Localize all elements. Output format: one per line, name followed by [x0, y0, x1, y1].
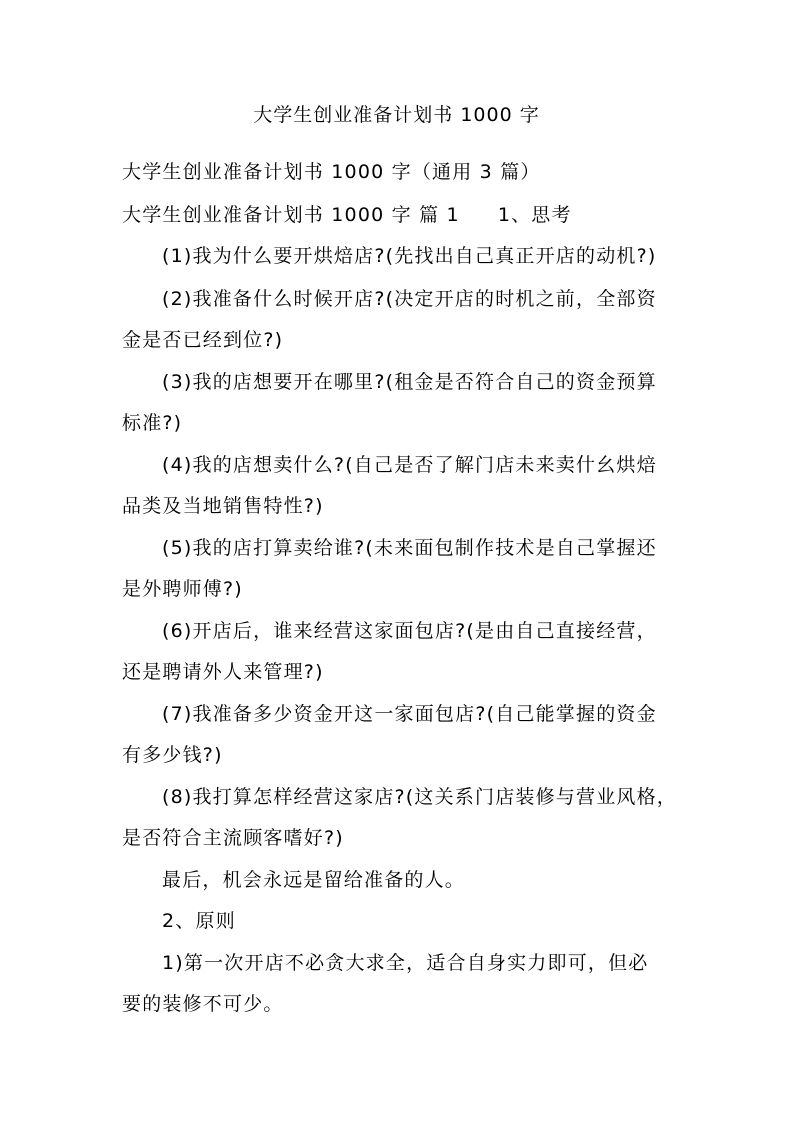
paragraph-line: (1)我为什么要开烘焙店?(先找出自己真正开店的动机?)	[162, 245, 657, 267]
paragraph-line: 1)第一次开店不必贪大求全，适合自身实力即可，但必	[162, 952, 649, 974]
paragraph-line: (8)我打算怎样经营这家店?(这关系门店装修与营业风格，	[162, 786, 678, 808]
paragraph-line: (2)我准备什么时候开店?(决定开店的时机之前，全部资	[162, 288, 657, 310]
paragraph-line: 标准?)	[122, 412, 183, 434]
paragraph-line: 要的装修不可少。	[122, 993, 284, 1015]
paragraph-line: (5)我的店打算卖给谁?(未来面包制作技术是自己掌握还	[162, 537, 657, 559]
chapter-heading: 大学生创业准备计划书 1000 字 篇 1	[122, 204, 460, 226]
paragraph-line: 还是聘请外人来管理?)	[122, 661, 324, 683]
paragraph-line: (4)我的店想卖什么?(自己是否了解门店未来卖什幺烘焙	[162, 454, 657, 476]
section-heading: 2、原则	[162, 910, 236, 932]
paragraph-line: 有多少钱?)	[122, 744, 223, 766]
paragraph-line: (6)开店后，谁来经营这家面包店?(是由自己直接经营，	[162, 620, 657, 642]
paragraph-line: 是外聘师傅?)	[122, 578, 243, 600]
paragraph-line: (3)我的店想要开在哪里?(租金是否符合自己的资金预算	[162, 371, 657, 393]
subtitle-line: 大学生创业准备计划书 1000 字（通用 3 篇）	[122, 161, 541, 183]
paragraph-line: 金是否已经到位?)	[122, 329, 284, 351]
section-heading: 1、思考	[497, 204, 572, 226]
document-title: 大学生创业准备计划书 1000 字	[253, 104, 540, 126]
paragraph-line: 是否符合主流顾客嗜好?)	[122, 827, 344, 849]
paragraph-line: (7)我准备多少资金开这一家面包店?(自己能掌握的资金	[162, 703, 657, 725]
section-heading-line	[122, 200, 682, 230]
paragraph-line: 品类及当地销售特性?)	[122, 495, 324, 517]
paragraph-line: 最后，机会永远是留给准备的人。	[162, 869, 466, 891]
